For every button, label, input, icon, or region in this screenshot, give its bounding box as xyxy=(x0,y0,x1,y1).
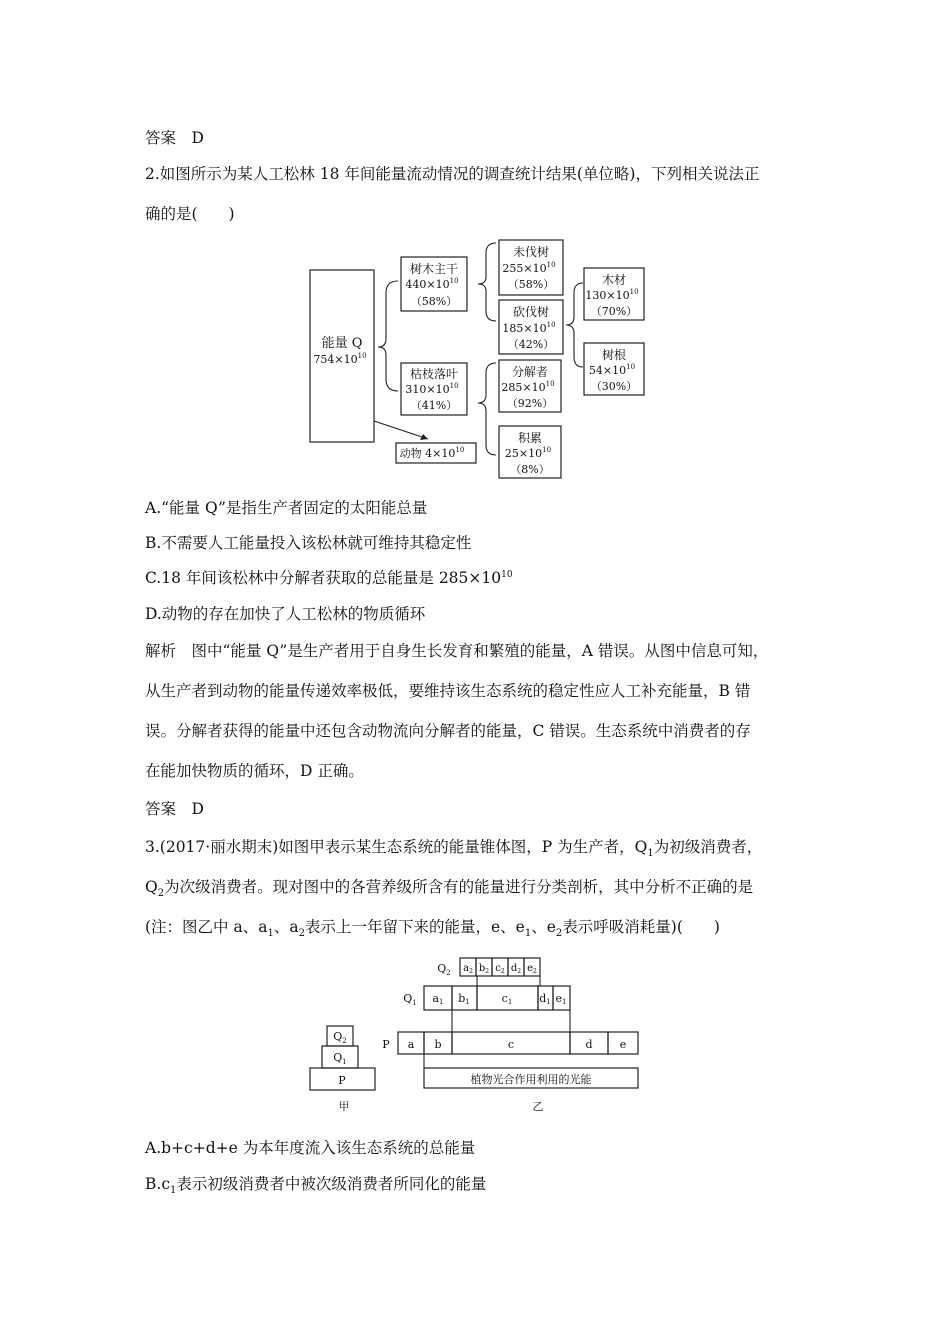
analysis-line-2: 从生产者到动物的能量传递效率极低，要维持该生态系统的稳定性应人工补充能量，B 错 xyxy=(145,682,751,700)
answer-value: D xyxy=(191,129,204,147)
q2-b-sub: 2 xyxy=(485,968,490,975)
energy-flow-diagram xyxy=(300,235,660,485)
wood-exp: 10 xyxy=(629,288,639,296)
cut-name: 砍伐树 xyxy=(512,305,550,319)
question-3-line-3 xyxy=(145,916,720,938)
svg-text:Q2 xyxy=(333,1030,347,1045)
subscript-2: 2 xyxy=(298,928,305,940)
decomposer-value: 285×10 xyxy=(501,381,546,394)
branches-pct: （41%） xyxy=(410,399,458,412)
analysis-line-1: 解析 图中“能量 Q”是生产者用于自身生长发育和繁殖的能量，A 错误。从图中信息可知， xyxy=(145,642,769,660)
svg-text:130×1010 xyxy=(585,288,638,302)
q2-c: c xyxy=(495,963,501,974)
accum-name: 积累 xyxy=(517,431,543,445)
svg-text:e2 xyxy=(527,963,537,975)
analysis-line-3: 误。分解者获得的能量中还包含动物流向分解者的能量，C 错误。生态系统中消费者的存 xyxy=(145,722,751,740)
svg-text:285×1010 xyxy=(501,380,554,394)
decomposer-pct: （92%） xyxy=(506,397,554,410)
energy-pyramid-figure xyxy=(300,952,645,1117)
q2-e-sub: 2 xyxy=(533,968,537,975)
wood-name: 木材 xyxy=(601,273,627,287)
svg-text:Q1 xyxy=(403,992,417,1007)
subscript-1: 1 xyxy=(267,928,274,940)
question-3-line-1 xyxy=(145,836,762,858)
root-pct: （30%） xyxy=(590,380,638,393)
q2-c-sub: 2 xyxy=(500,968,505,975)
pyr-p-label: P xyxy=(338,1074,346,1087)
q1-d-sub: 1 xyxy=(546,998,551,1006)
option-c xyxy=(145,567,513,589)
branches-exp: 10 xyxy=(449,382,459,390)
energy-q-value: 754×10 xyxy=(313,353,358,366)
svg-text:Q2 xyxy=(437,962,451,977)
accum-exp: 10 xyxy=(542,446,552,454)
svg-text:b2 xyxy=(479,963,489,975)
subscript-1: 1 xyxy=(170,1185,177,1197)
option-d: D.动物的存在加快了人工松林的物质循环 xyxy=(145,605,426,623)
q2-b: b xyxy=(478,963,486,974)
q1-d: d xyxy=(539,992,547,1005)
trunk-exp: 10 xyxy=(449,277,459,285)
svg-text:a2 xyxy=(463,963,473,975)
q3-option-b xyxy=(145,1173,486,1195)
question-3-text-c: 为次级消费者。现对图中的各营养级所含有的能量进行分类剖析，其中分析不正确的是 xyxy=(164,878,754,896)
cut-pct: （42%） xyxy=(507,338,555,351)
svg-text:440×1010 xyxy=(405,277,458,291)
energy-q-name: 能量 Q xyxy=(321,336,363,351)
p-a: a xyxy=(407,1038,415,1051)
accum-pct: （8%） xyxy=(510,463,550,476)
q1-b: b xyxy=(458,992,466,1005)
branches-value: 310×10 xyxy=(405,383,450,396)
q3-option-b-text-b: 表示初级消费者中被次级消费者所同化的能量 xyxy=(176,1175,487,1193)
wood-pct: （70%） xyxy=(590,305,638,318)
q3-option-b-text-a: B.c xyxy=(145,1175,170,1193)
pyr-q2-sub: 2 xyxy=(342,1037,347,1045)
row-q1-sub: 1 xyxy=(412,999,417,1007)
q1-b-sub: 1 xyxy=(465,998,470,1006)
trunk-name: 树木主干 xyxy=(409,262,459,276)
svg-text:c2 xyxy=(495,963,505,975)
q2-d: d xyxy=(510,963,518,974)
cut-exp: 10 xyxy=(546,321,556,329)
svg-text:d1 xyxy=(539,992,551,1006)
svg-text:c1 xyxy=(502,992,513,1006)
q2-e: e xyxy=(527,963,534,974)
q1-e-sub: 1 xyxy=(562,998,567,1006)
light-energy-label: 植物光合作用利用的光能 xyxy=(470,1073,592,1086)
uncut-value: 255×10 xyxy=(502,262,547,275)
figure-jia-label: 甲 xyxy=(338,1100,350,1113)
answer-line-2 xyxy=(145,798,204,820)
animal-name: 动物 4×10 xyxy=(399,447,456,460)
svg-text:255×1010 xyxy=(502,261,555,275)
wood-value: 130×10 xyxy=(585,289,630,302)
question-3-text-b: 为初级消费者， xyxy=(653,838,763,856)
decomposer-name: 分解者 xyxy=(511,365,549,379)
svg-text:54×1010 xyxy=(589,363,635,377)
svg-text:754×1010 xyxy=(313,352,366,366)
note-text-b: 、a xyxy=(273,918,299,936)
subscript-1: 1 xyxy=(647,848,654,860)
svg-text:e1 xyxy=(556,992,567,1006)
root-name: 树根 xyxy=(601,348,627,362)
pyr-q2-label: Q xyxy=(333,1030,343,1043)
root-exp: 10 xyxy=(626,363,636,371)
pyr-q1-sub: 1 xyxy=(342,1058,347,1066)
subscript-2: 2 xyxy=(555,928,563,940)
q1-c: c xyxy=(501,992,508,1005)
accum-value: 25×10 xyxy=(504,447,543,460)
question-3-line-2 xyxy=(145,876,753,898)
option-c-text: C.18 年间该松林中分解者获取的总能量是 285×10 xyxy=(145,569,502,587)
q1-a: a xyxy=(432,992,440,1005)
p-c: c xyxy=(507,1038,515,1051)
row-p-label: P xyxy=(382,1038,390,1051)
cut-value: 185×10 xyxy=(502,322,547,335)
subscript-2: 2 xyxy=(157,888,165,900)
option-a: A.“能量 Q”是指生产者固定的太阳能总量 xyxy=(145,499,428,517)
q2-a: a xyxy=(463,963,470,974)
p-e: e xyxy=(619,1038,627,1051)
svg-text:310×1010 xyxy=(405,382,458,396)
note-text-a: (注：图乙中 a、a xyxy=(145,918,268,936)
row-q2-label: Q xyxy=(437,962,447,975)
svg-text:Q1 xyxy=(333,1051,347,1066)
q1-e: e xyxy=(555,992,563,1005)
uncut-exp: 10 xyxy=(546,261,556,269)
q3-option-a: A.b+c+d+e 为本年度流入该生态系统的总能量 xyxy=(145,1139,476,1157)
answer-line xyxy=(145,127,204,149)
option-c-exp: 10 xyxy=(501,569,513,580)
question-2-line-2: 确的是( ) xyxy=(145,205,235,223)
answer-label: 答案 xyxy=(145,800,177,818)
svg-text:185×1010 xyxy=(502,321,555,335)
question-2-line-1: 2.如图所示为某人工松林 18 年间能量流动情况的调查统计结果(单位略)，下列相关说法正 xyxy=(145,165,760,183)
p-d: d xyxy=(585,1038,593,1051)
p-b: b xyxy=(434,1038,442,1051)
svg-text:b1 xyxy=(458,992,470,1006)
row-q1-label: Q xyxy=(403,992,413,1005)
answer-value: D xyxy=(191,800,204,818)
uncut-pct: （58%） xyxy=(507,278,555,291)
q2-a-sub: 2 xyxy=(469,968,473,975)
svg-text:d2 xyxy=(511,963,521,975)
energy-q-exp: 10 xyxy=(357,352,367,360)
svg-text:动物 4×1010 xyxy=(400,446,465,460)
option-b: B.不需要人工能量投入该松林就可维持其稳定性 xyxy=(145,534,472,552)
decomposer-exp: 10 xyxy=(545,380,555,388)
note-text-e: 表示呼吸消耗量)( ) xyxy=(562,918,720,936)
root-value: 54×10 xyxy=(588,364,627,377)
branches-name: 枯枝落叶 xyxy=(409,367,459,381)
row-q2-sub: 2 xyxy=(446,969,451,977)
animal-exp: 10 xyxy=(455,446,465,454)
q1-c-sub: 1 xyxy=(507,998,513,1006)
trunk-pct: （58%） xyxy=(410,295,458,308)
analysis-line-4: 在能加快物质的循环，D 正确。 xyxy=(145,762,364,780)
figure-yi-label: 乙 xyxy=(532,1100,544,1113)
uncut-name: 未伐树 xyxy=(512,245,550,259)
q2-d-sub: 2 xyxy=(517,968,522,975)
subscript-1: 1 xyxy=(524,928,532,940)
trunk-value: 440×10 xyxy=(405,278,450,291)
answer-label: 答案 xyxy=(145,129,177,147)
note-text-d: 、e xyxy=(531,918,556,936)
question-3-text-a: 3.(2017·丽水期末)如图甲表示某生态系统的能量锥体图，P 为生产者，Q xyxy=(145,838,648,856)
q1-a-sub: 1 xyxy=(439,998,444,1006)
note-text-c: 表示上一年留下来的能量，e、e xyxy=(304,918,525,936)
pyr-q1-label: Q xyxy=(333,1051,343,1064)
q2-symbol: Q xyxy=(145,878,158,896)
svg-text:25×1010 xyxy=(505,446,551,460)
svg-text:a1 xyxy=(432,992,443,1006)
